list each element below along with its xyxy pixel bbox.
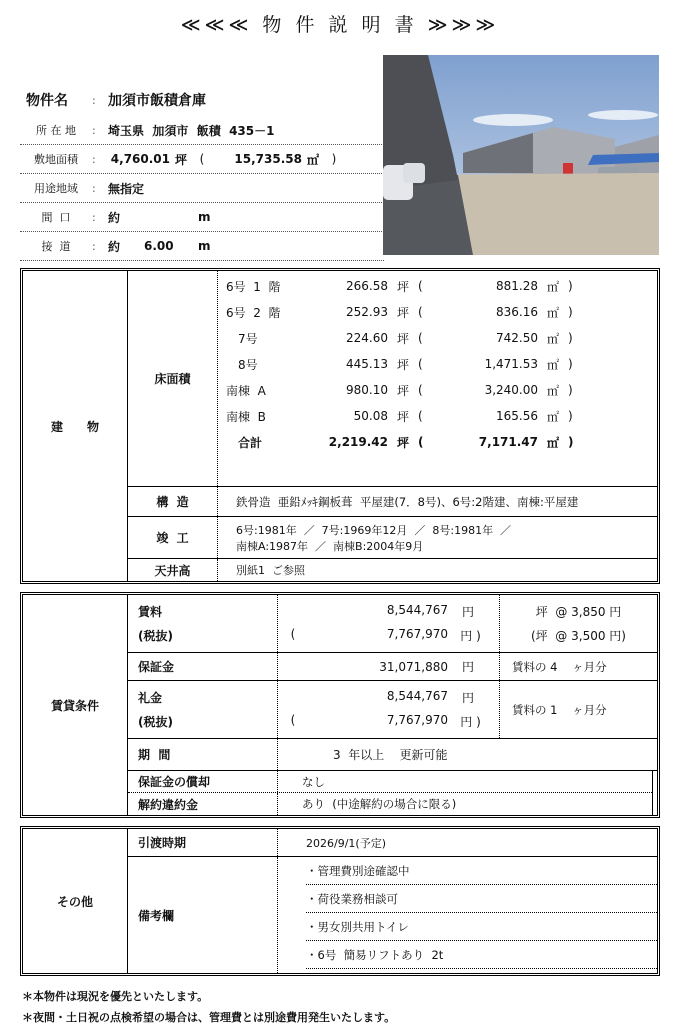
handover-label: 引渡時期: [128, 829, 278, 856]
area-sqm: 3,240.00: [484, 383, 538, 397]
paren-open: (: [418, 357, 423, 371]
paren-open: (: [418, 435, 424, 449]
remark-item: ・男女別共用トイレ: [306, 913, 657, 941]
area-tsubo: 266.58: [346, 279, 388, 293]
road-access-row: 接 道 : 約 6.00 m: [20, 232, 384, 261]
amortization-penalty-rows: [128, 771, 657, 815]
key-money-ex-value: 7,767,970: [386, 713, 448, 728]
paren-open: (: [418, 409, 423, 423]
area-tsubo: 445.13: [346, 357, 388, 371]
tsubo-unit: 坪: [396, 279, 409, 294]
building-table: [20, 268, 660, 584]
paren-close: ): [568, 409, 573, 423]
key-money-value: 8,544,767: [386, 688, 448, 703]
rent-value: 8,544,767: [386, 602, 448, 617]
sqm-unit: ㎡: [546, 357, 559, 372]
tsubo-unit: 坪: [396, 305, 409, 320]
area-name: 南棟 A: [226, 383, 266, 398]
completion-label: 竣 工: [128, 517, 218, 558]
property-summary: [20, 84, 384, 261]
property-name-row: 物件名 : 加須市飯積倉庫: [20, 84, 384, 116]
sqm-unit: ㎡: [546, 279, 559, 294]
deposit-value: 31,071,880: [379, 659, 448, 674]
paren-open: (: [418, 383, 423, 397]
paren-open: (: [418, 331, 423, 345]
sqm-unit: ㎡: [546, 435, 559, 450]
completion-line-1: 6号:1981年 ／ 7号:1969年12月 ／ 8号:1981年 ／: [236, 523, 512, 537]
term-row: [128, 739, 657, 771]
floor-area-label: 床面積: [128, 271, 218, 486]
site-area-tsubo: 4,760.01: [110, 152, 170, 166]
paren-close: ): [568, 357, 573, 371]
remark-item: ・6号 簡易リフトあり 2t: [306, 941, 657, 969]
rent-tax-label: (税抜): [138, 629, 173, 644]
sqm-unit: ㎡: [546, 383, 559, 398]
area-tsubo: 50.08: [353, 409, 388, 423]
penalty-row: [128, 793, 652, 815]
area-name: 8号: [238, 357, 258, 372]
remarks-row: [128, 857, 657, 973]
rent-per-tsubo: 坪 @ 3,850 円: [535, 604, 622, 619]
location-value: 埼玉県 加須市 飯積 435－1: [108, 123, 275, 138]
amortization-row: [128, 771, 652, 793]
rent-label: 賃料: [138, 604, 163, 619]
tsubo-unit: 坪: [396, 357, 409, 372]
penalty-value: あり (中途解約の場合に限る): [302, 797, 457, 811]
completion-line-2: 南棟A:1987年 ／ 南棟B:2004年9月: [236, 539, 424, 553]
area-sqm: 7,171.47: [478, 435, 538, 449]
area-tsubo: 224.60: [346, 331, 388, 345]
ceiling-row: [128, 559, 657, 581]
floor-area-item: [218, 273, 657, 299]
property-photo: [383, 55, 659, 255]
area-name: 6号 2 階: [226, 305, 281, 320]
amortization-value: なし: [302, 774, 325, 789]
remark-item: ・荷役業務相談可: [306, 885, 657, 913]
location-row: 所 在 地 : 埼玉県 加須市 飯積 435－1: [20, 116, 384, 145]
area-sqm: 165.56: [496, 409, 538, 423]
paren-close: ): [568, 435, 574, 449]
deposit-row: 保証金 31,071,880 円 賃料の 4 ヶ月分: [128, 653, 657, 681]
term-label: 期 間: [128, 739, 278, 770]
other-section-label: その他: [23, 829, 128, 973]
area-name: 合計: [238, 435, 263, 450]
structure-row: [128, 487, 657, 517]
document-title: ≪≪≪ 物 件 説 明 書 ≫≫≫: [180, 14, 500, 36]
deposit-label: 保証金: [128, 653, 278, 680]
ceiling-value: 別紙1 ご参照: [236, 564, 305, 577]
key-money-tax-label: (税抜): [138, 715, 173, 730]
area-tsubo: 980.10: [346, 383, 388, 397]
remarks-label: 備考欄: [128, 857, 278, 973]
footnote-2: ＊夜間・土日祝の点検希望の場合は、管理費とは別途費用発生いたします。: [22, 1011, 396, 1024]
area-name: 6号 1 階: [226, 279, 281, 294]
building-section-label: 建 物: [23, 271, 128, 581]
paren-close: ): [568, 331, 573, 345]
zoning-row: 用途地域 : 無指定: [20, 174, 384, 203]
sqm-unit: ㎡: [546, 305, 559, 320]
handover-value: 2026/9/1(予定): [306, 836, 386, 850]
key-money-row: 礼金 (税抜) 8,544,767 円 ( 7,767,970 円 ) 賃料の 1 ヶ月分: [128, 681, 657, 739]
other-table: [20, 826, 660, 976]
area-tsubo: 2,219.42: [328, 435, 388, 449]
sqm-unit: ㎡: [546, 409, 559, 424]
rent-row: 賃料 (税抜) 8,544,767 円 ( 7,767,970 円 ) 坪 @ 3,850 円 (坪 @ 3,500 円): [128, 595, 657, 653]
floor-area-item: [218, 377, 657, 403]
floor-area-item: [218, 299, 657, 325]
tsubo-unit: 坪: [396, 435, 409, 450]
handover-row: [128, 829, 657, 857]
road-access-label: 接 道: [41, 240, 71, 253]
zoning-label: 用途地域: [34, 182, 78, 195]
term-value: 3 年以上 更新可能: [333, 748, 448, 762]
area-sqm: 742.50: [496, 331, 538, 345]
amortization-label: 保証金の償却: [128, 771, 278, 792]
key-money-label: 礼金: [138, 690, 163, 705]
structure-label: 構 造: [128, 487, 218, 516]
frontage-row: 間 口 : 約 m: [20, 203, 384, 232]
floor-area-list: [218, 271, 657, 486]
area-sqm: 836.16: [496, 305, 538, 319]
structure-value: 鉄骨造 亜鉛ﾒｯｷ鋼板葺 平屋建(7．8号)、6号:2階建、南棟:平屋建: [236, 494, 579, 509]
area-sqm: 881.28: [496, 279, 538, 293]
key-money-note: 賃料の 1 ヶ月分: [512, 702, 607, 717]
site-area-row: 敷地面積 : 4,760.01 坪 ( 15,735.58 ㎡ ): [20, 145, 384, 174]
paren-close: ): [568, 279, 573, 293]
area-name: 南棟 B: [226, 409, 266, 424]
area-tsubo: 252.93: [346, 305, 388, 319]
footnote-1: ＊本物件は現況を優先といたします。: [22, 990, 209, 1003]
floor-area-row: [128, 271, 657, 487]
tsubo-unit: 坪: [396, 331, 409, 346]
tsubo-unit: 坪: [396, 383, 409, 398]
completion-row: [128, 517, 657, 559]
site-area-label: 敷地面積: [34, 153, 78, 166]
floor-area-item: [218, 325, 657, 351]
property-name-value: 加須市飯積倉庫: [108, 93, 206, 109]
sqm-unit: ㎡: [546, 331, 559, 346]
area-sqm: 1,471.53: [484, 357, 538, 371]
location-label: 所 在 地: [36, 124, 76, 137]
paren-open: (: [418, 305, 423, 319]
rent-per-tsubo-ex: (坪 @ 3,500 円): [531, 629, 626, 644]
paren-open: (: [418, 279, 423, 293]
penalty-label: 解約違約金: [128, 793, 278, 815]
lease-section-label: 賃貸条件: [23, 595, 128, 815]
remarks-list: [278, 857, 657, 973]
site-area-sqm: 15,735.58: [234, 152, 302, 166]
floor-area-item: [218, 403, 657, 429]
paren-close: ): [568, 383, 573, 397]
rent-ex-value: 7,767,970: [386, 627, 448, 642]
frontage-label: 間 口: [41, 211, 71, 224]
floor-area-total: [218, 429, 657, 455]
deposit-note: 賃料の 4 ヶ月分: [512, 659, 607, 674]
floor-area-item: [218, 351, 657, 377]
tsubo-unit: 坪: [396, 409, 409, 424]
remark-item: ・管理費別途確認中: [306, 857, 657, 885]
paren-close: ): [568, 305, 573, 319]
area-name: 7号: [238, 331, 258, 346]
property-name-label: 物件名: [26, 93, 68, 109]
zoning-value: 無指定: [108, 181, 145, 196]
road-access-value: 6.00: [144, 239, 174, 253]
ceiling-label: 天井高: [128, 559, 218, 581]
lease-table: [20, 592, 660, 818]
